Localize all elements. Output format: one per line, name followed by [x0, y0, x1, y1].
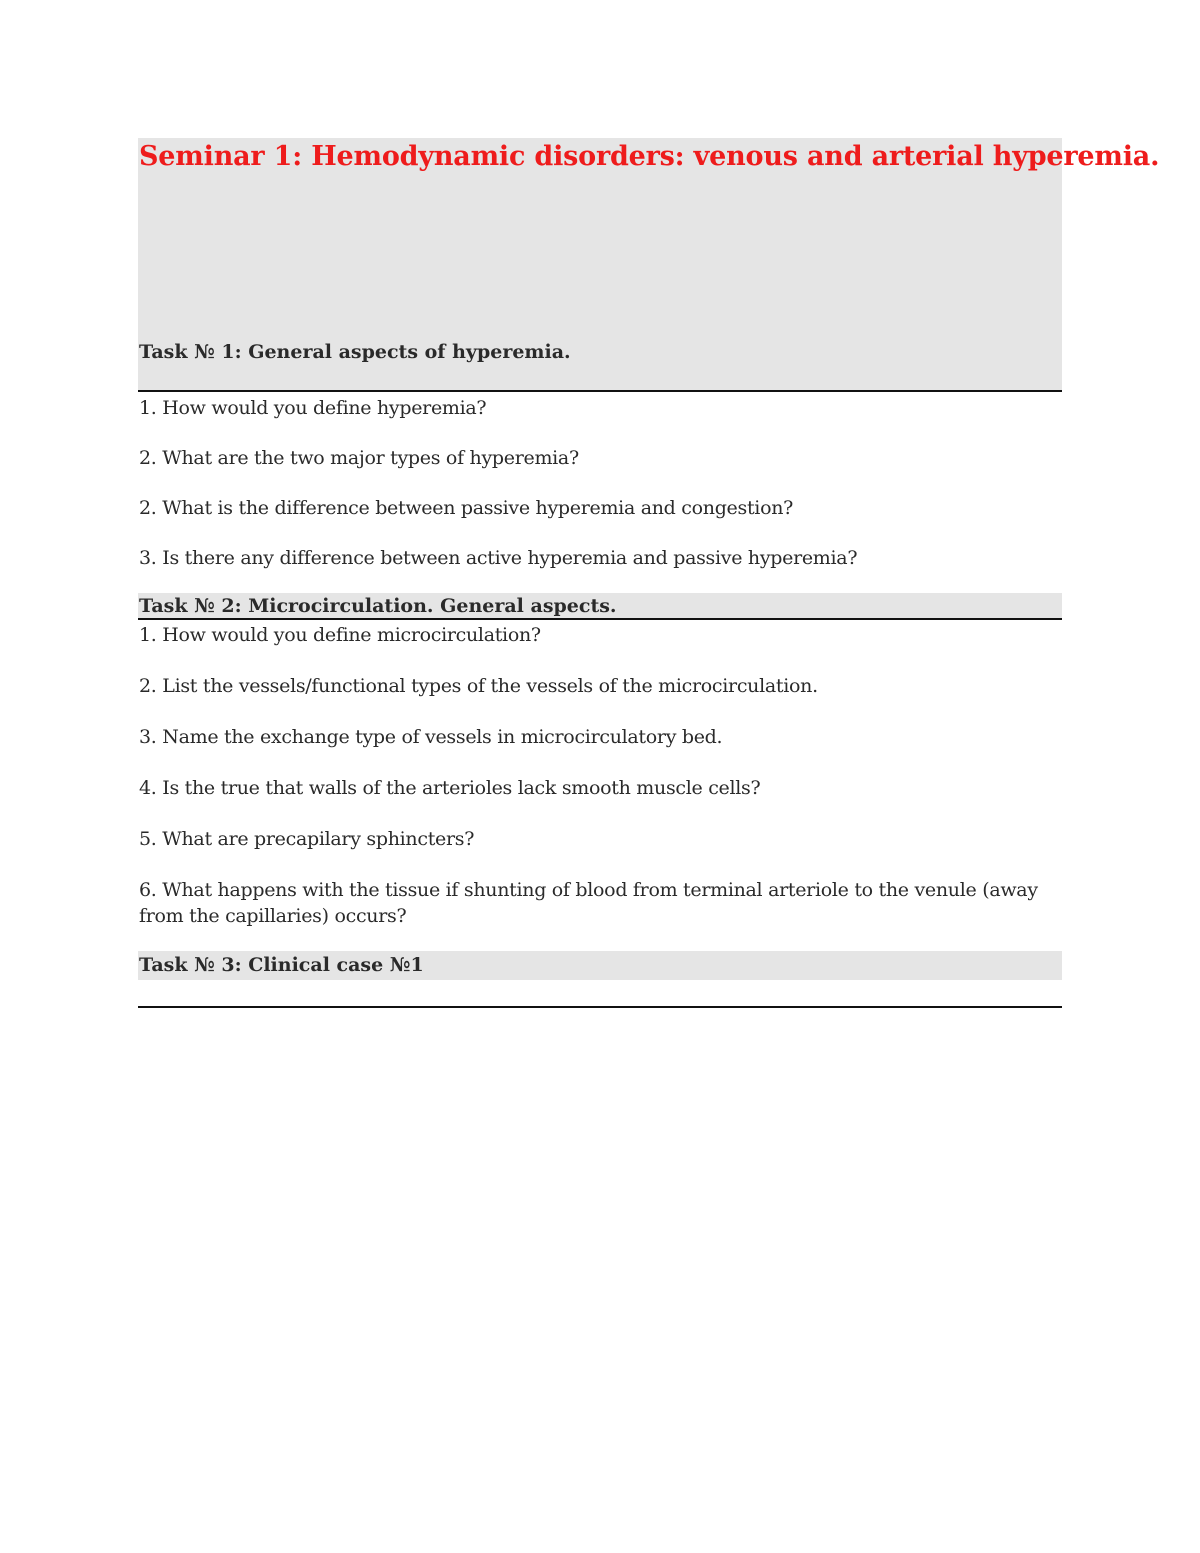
- question-item: 2. What is the difference between passive hyperemia and congestion?: [139, 497, 794, 519]
- task-1-questions: [138, 395, 1062, 595]
- task-3-heading: Task № 3: Clinical case №1: [138, 951, 1062, 980]
- question-item: 4. Is the true that walls of the arterioles lack smooth muscle cells?: [139, 777, 761, 799]
- section-divider: [138, 1006, 1062, 1008]
- question-item: 2. What are the two major types of hyperemia?: [139, 447, 579, 469]
- task-2-heading: Task № 2: Microcirculation. General aspects.: [138, 593, 1062, 620]
- question-item: 1. How would you define microcirculation?: [139, 624, 541, 646]
- page-title: Seminar 1: Hemodynamic disorders: venous and arterial hyperemia.: [139, 141, 1160, 172]
- question-item: 3. Is there any difference between active hyperemia and passive hyperemia?: [139, 547, 858, 569]
- question-item: 6. What happens with the tissue if shunting of blood from terminal arteriole to the venule (away from the capillaries) occurs?: [139, 879, 1038, 927]
- document-page: [138, 138, 1160, 976]
- question-item: 1. How would you define hyperemia?: [139, 397, 487, 419]
- question-item: 5. What are precapilary sphincters?: [139, 828, 475, 850]
- question-item: 2. List the vessels/functional types of the vessels of the microcirculation.: [139, 675, 818, 697]
- task-1-heading: Task № 1: General aspects of hyperemia.: [139, 341, 571, 363]
- question-item: 3. Name the exchange type of vessels in microcirculatory bed.: [139, 726, 723, 748]
- title-band: [138, 138, 1160, 392]
- task-2-questions: [138, 622, 1062, 954]
